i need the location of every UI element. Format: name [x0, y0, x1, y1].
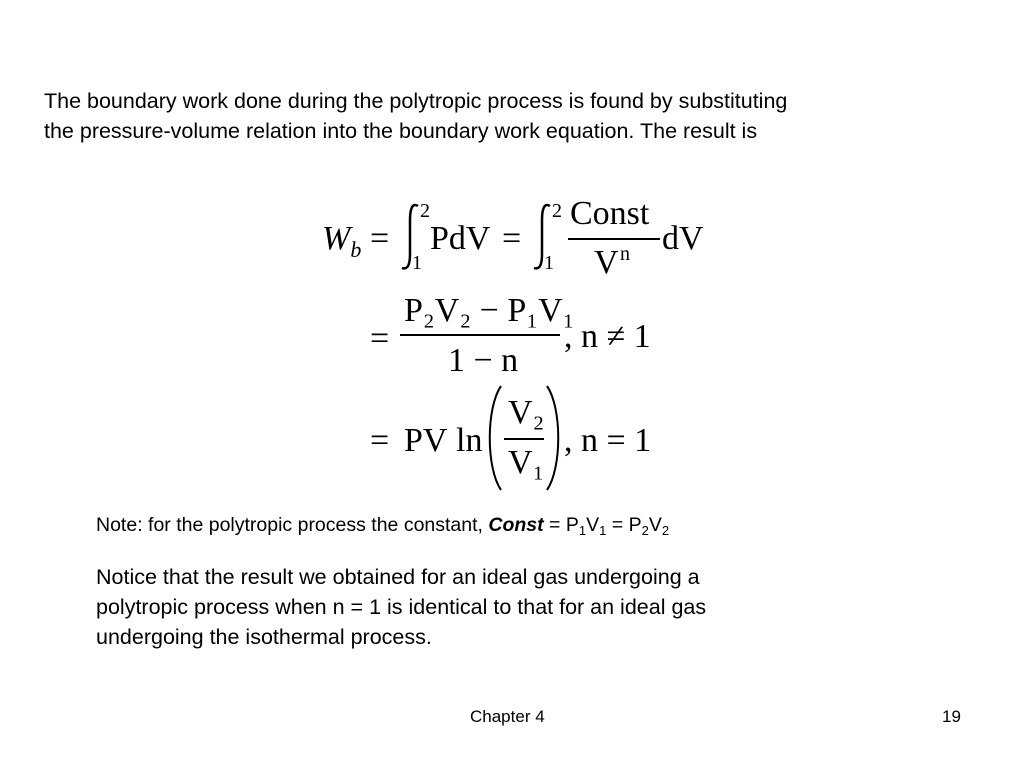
note-sub-2b: 2 — [661, 523, 670, 538]
line3-pv: PV — [404, 422, 448, 459]
notice-line-1: Notice that the result we obtained for an ideal gas undergoing a — [96, 565, 700, 589]
intro-line-1: The boundary work done during the polytropic process is found by substituting — [44, 89, 788, 113]
note-eq-a: = P — [549, 514, 579, 536]
work-w: W — [322, 220, 351, 257]
intro-paragraph — [44, 86, 984, 146]
int1-upper: 2 — [420, 200, 430, 222]
equals-4: = — [370, 422, 390, 459]
note-const: Const — [488, 514, 544, 536]
notice-line-2: polytropic process when n = 1 is identical to that for an ideal gas — [96, 595, 707, 619]
note-sub-1a: 1 — [578, 523, 587, 538]
line3-denominator: V₁ — [508, 444, 545, 481]
int2-lower: 1 — [544, 252, 554, 274]
n-exponent: n — [620, 243, 630, 265]
equals-2: = — [502, 220, 522, 257]
note-sub-1b: 1 — [599, 523, 607, 538]
left-paren-icon — [484, 384, 504, 492]
line2-numerator: P₂V₂ − P₁V₁ — [404, 292, 575, 329]
footer-page-number: 19 — [942, 707, 961, 726]
equals-1: = — [370, 220, 390, 257]
line2-condition: , n ≠ 1 — [564, 318, 651, 355]
equals-3: = — [370, 320, 390, 357]
footer-chapter: Chapter 4 — [470, 707, 545, 726]
notice-line-3: undergoing the isothermal process. — [96, 625, 432, 649]
line3-numerator: V₂ — [508, 394, 545, 431]
line3-condition: , n = 1 — [564, 422, 652, 459]
dv-term: dV — [662, 220, 704, 257]
line3-ln: ln — [456, 422, 483, 459]
int1-body: PdV — [430, 220, 491, 257]
work-symbol — [322, 220, 362, 262]
intro-line-2: the pressure-volume relation into the boundary work equation. The result is — [44, 119, 758, 143]
const-numerator: Const — [570, 195, 650, 232]
note-eq-c: = P — [606, 514, 642, 536]
notice-paragraph — [96, 562, 856, 652]
fraction-bar-3 — [504, 438, 544, 440]
int2-upper: 2 — [552, 200, 562, 222]
note-eq-d: V — [648, 514, 662, 536]
fraction-bar-1 — [568, 238, 660, 240]
right-paren-icon — [544, 384, 564, 492]
note-prefix: Note: for the polytropic process the constant, — [96, 514, 489, 536]
v-denominator: V — [594, 244, 619, 281]
int1-lower: 1 — [412, 252, 422, 274]
line2-denominator: 1 − n — [448, 342, 519, 379]
note-sub-2a: 2 — [641, 523, 649, 538]
fraction-bar-2 — [400, 334, 560, 336]
note-line — [96, 512, 669, 544]
work-sub-b: b — [350, 237, 362, 262]
note-eq-b: V — [586, 514, 600, 536]
